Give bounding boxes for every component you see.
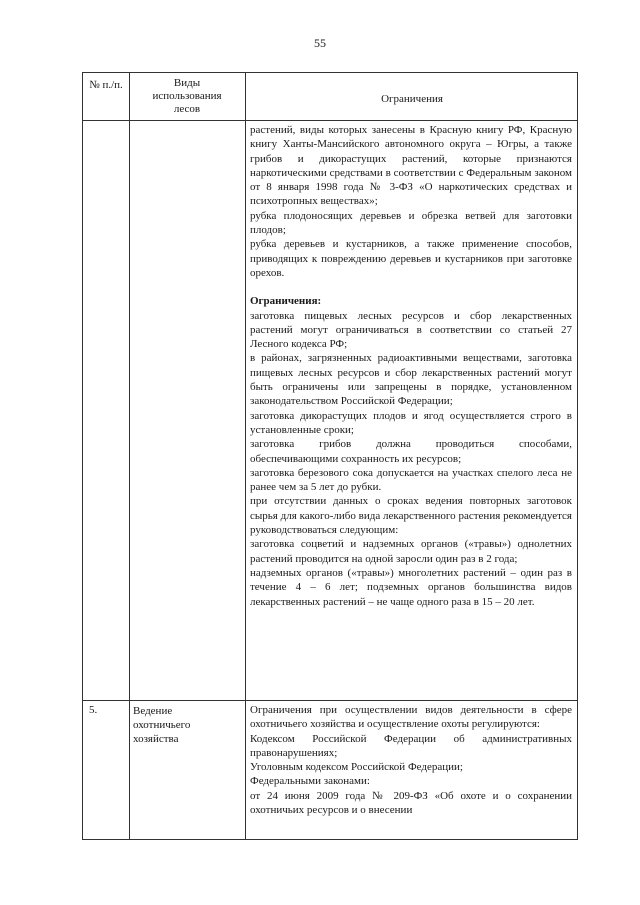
limit-item: заготовка дикорастущих плодов и ягод осуществляется строго в установленные сроки; xyxy=(250,409,572,436)
column-divider xyxy=(245,73,246,839)
limit-item: заготовка березового сока допускается на участках спелого леса не ранее чем за 5 лет до рубки. xyxy=(250,466,572,494)
header-forest-use-type: Виды использования лесов xyxy=(152,77,222,115)
row-number: 5. xyxy=(89,704,98,716)
limit-item: заготовка соцветий и надземных органов («травы») однолетних растений проводится на одной заросли один раз в 2 года; xyxy=(250,538,572,565)
restrictions-table xyxy=(82,72,578,840)
limit-item: при отсутствии данных о сроках ведения повторных заготовок сырья для какого-либо вида лекарственного растения рекомендуется руководствоваться следующим: xyxy=(250,495,572,537)
header-divider xyxy=(83,120,577,121)
paragraph: Кодексом Российской Федерации об административных правонарушениях; xyxy=(250,732,572,759)
column-divider xyxy=(129,73,130,839)
paragraph: Федеральными законами: xyxy=(250,775,370,788)
limit-item: заготовка пищевых лесных ресурсов и сбор лекарственных растений могут ограничиваться в соответствии со статьей 27 Лесного кодекса РФ; xyxy=(250,309,572,351)
row-divider xyxy=(83,700,577,701)
paragraph: рубка деревьев и кустарников, а также применение способов, приводящих к повреждению деревьев и кустарников при заготовке орехов. xyxy=(250,238,572,279)
paragraph: от 24 июня 2009 года № 209-ФЗ «Об охоте и о сохранении охотничьих ресурсов и о внесении xyxy=(250,789,572,817)
restrictions-continuation xyxy=(250,123,572,609)
paragraph: растений, виды которых занесены в Красную книгу РФ, Красную книгу Ханты-Мансийского автономного округа – Югры, а также грибов и дикорастущих растений, которые признаются наркотическими средствами в соответствии с Федеральным законом от 8 января 1998 года № 3-ФЗ «О наркотических средствах и психотропных веществах»; xyxy=(250,124,572,208)
paragraph: Ограничения при осуществлении видов деятельности в сфере охотничьего хозяйства и осуществление охоты регулируются: xyxy=(250,704,572,731)
paragraph: рубка плодоносящих деревьев и обрезка ветвей для заготовки плодов; xyxy=(250,209,572,237)
limit-item: заготовка грибов должна проводиться способами, обеспечивающими сохранность их ресурсов; xyxy=(250,438,572,465)
limit-item: в районах, загрязненных радиоактивными веществами, заготовка пищевых лесных ресурсов и сбор лекарственных растений могут быть ограничены или запрещены в порядке, установленном законодательством Российской Федерации; xyxy=(250,352,572,408)
paragraph: Уголовным кодексом Российской Федерации; xyxy=(250,761,463,774)
header-number: № п./п. xyxy=(89,79,123,91)
header-restrictions: Ограничения xyxy=(381,93,443,105)
forest-use-type: Ведение охотничьего хозяйства xyxy=(133,705,191,745)
limit-item: надземных органов («травы») многолетних растений – один раз в течение 4 – 6 лет; подземных органов большинства видов лекарственных растений – не чаще одного раза в 15 – 20 лет. xyxy=(250,566,572,608)
limits-heading: Ограничения: xyxy=(250,295,322,308)
page-number: 55 xyxy=(314,36,326,50)
row5-restrictions xyxy=(250,703,572,817)
